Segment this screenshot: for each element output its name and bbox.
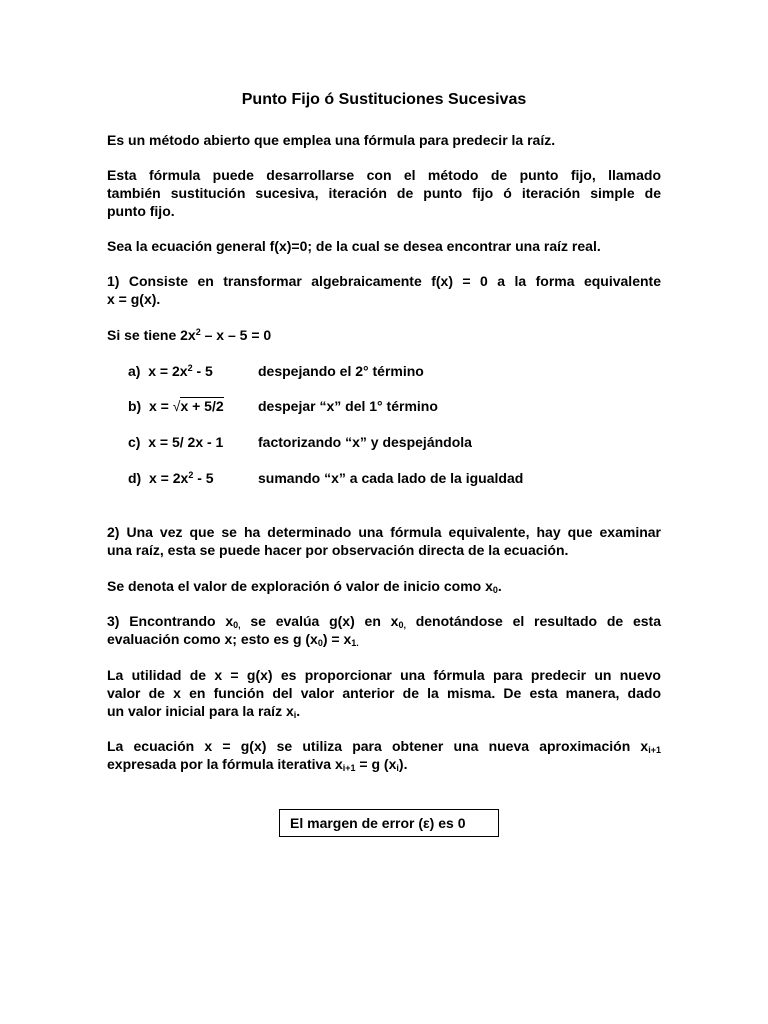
equation-paragraph: Sea la ecuación general f(x)=0; de la cual se desea encontrar una raíz real. [107, 238, 601, 254]
option-a-description: despejando el 2° término [258, 363, 424, 379]
step3-paragraph: 3) Encontrando $x_{0,}$ se evalúa g(x) en $x_{0,}$ denotándose el resultado de esta evaluación como x; esto es g $(x_0) = x_{1.}$ [107, 613, 661, 648]
option-d [128, 469, 523, 487]
page-title: Punto Fijo ó Sustituciones Sucesivas [241, 91, 527, 108]
option-d-equation: d) $x = 2x^2 - 5$ [128, 470, 214, 486]
step1-paragraph: 1) Consiste en transformar algebraicamente f(x) = 0 a la forma equivalente x = g(x). [107, 273, 661, 307]
given-equation: Si se tiene $2x^2 - x - 5 = 0$ [107, 327, 272, 343]
square-root-icon: √ [172, 398, 181, 414]
option-a-equation: a) $x = 2x^2 - 5$ [128, 363, 213, 379]
option-d-description: sumando “x” a cada lado de la igualdad [258, 470, 524, 486]
formula-paragraph: Esta fórmula puede desarrollarse con el método de punto fijo, llamado también sustitución sucesiva, iteración de punto fijo ó iteración simple de punto fijo. [107, 167, 661, 219]
option-b [128, 397, 438, 415]
option-c [128, 433, 472, 451]
option-c-equation: c) x = 5/ 2x - 1 [128, 434, 224, 450]
iterative-formula-paragraph: La ecuación x = g(x) se utiliza para obtener una nueva aproximación $x_{i+1}$ expresada por la fórmula iterativa $x_{i+1} = g$ $(x_i)$. [107, 738, 661, 773]
option-c-description: factorizando “x” y despejándola [258, 434, 472, 450]
option-b-equation: b) x = √x + 5/2 [128, 398, 224, 414]
intro-paragraph: Es un método abierto que emplea una fórmula para predecir la raíz. [107, 132, 556, 148]
utility-paragraph: La utilidad de x = g(x) es proporcionar una fórmula para predecir un nuevo valor de x en función del valor anterior de la misma. De esta manera, dado un valor inicial para la raíz $x_i$. [107, 667, 661, 720]
initial-value-paragraph: Se denota el valor de exploración ó valor de inicio como $x_0$. [107, 578, 502, 595]
option-b-description: despejar “x” del 1° término [258, 398, 438, 414]
step2-paragraph: 2) Una vez que se ha determinado una fórmula equivalente, hay que examinar una raíz, esta se puede hacer por observación directa de la ecuación. [107, 524, 661, 558]
error-margin-box: El margen de error (ε) es 0 [279, 809, 499, 837]
option-a [128, 362, 424, 380]
